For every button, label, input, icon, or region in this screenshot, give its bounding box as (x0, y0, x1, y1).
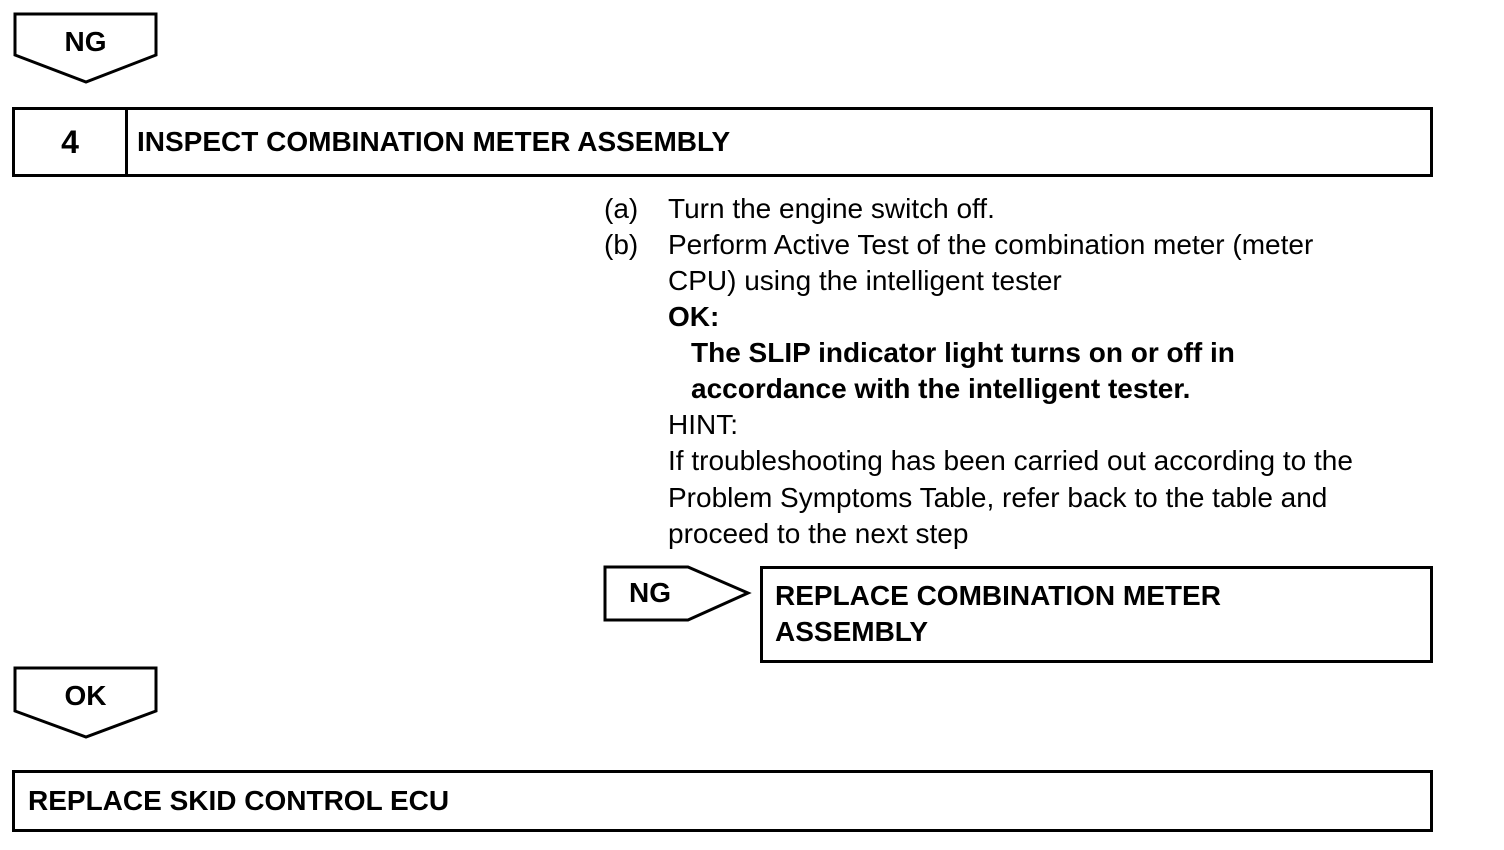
step-title: INSPECT COMBINATION METER ASSEMBLY (137, 126, 731, 157)
final-action-title: REPLACE SKID CONTROL ECU (28, 785, 450, 816)
instruction-a-marker: (a) (604, 193, 639, 224)
ng-branch-tag-label: NG (629, 577, 671, 608)
final-action-box (12, 770, 1433, 832)
step-number: 4 (15, 110, 128, 174)
ng-result-line1: REPLACE COMBINATION METER (775, 580, 1221, 611)
ok-criteria-label: OK: (668, 301, 720, 332)
hint-line3: proceed to the next step (668, 518, 969, 549)
ng-top-tag-label: NG (64, 26, 107, 57)
hint-label: HINT: (668, 409, 738, 440)
instruction-b-marker: (b) (604, 229, 639, 260)
hint-line1: If troubleshooting has been carried out according to the (668, 445, 1353, 476)
hint-line2: Problem Symptoms Table, refer back to the table and (668, 482, 1328, 513)
instruction-b-line2: CPU) using the intelligent tester (668, 265, 1062, 296)
instruction-b-line1: Perform Active Test of the combination meter (meter (668, 229, 1314, 260)
ng-result-line2: ASSEMBLY (775, 616, 929, 647)
ok-criteria-line2: accordance with the intelligent tester. (691, 373, 1191, 404)
ok-tag-label: OK (64, 680, 107, 711)
ok-criteria-line1: The SLIP indicator light turns on or off in (691, 337, 1235, 368)
instruction-a-text: Turn the engine switch off. (668, 193, 995, 224)
